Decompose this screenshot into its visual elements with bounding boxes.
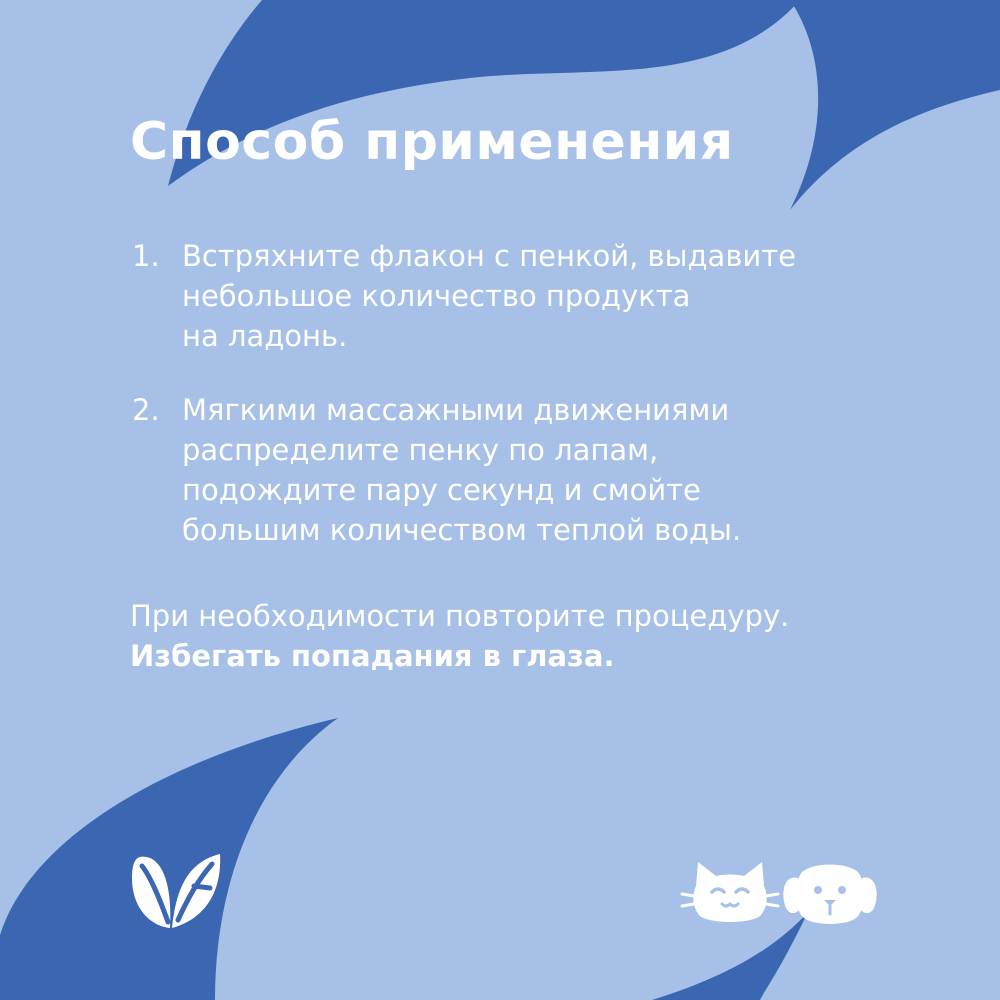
step-number: 1. xyxy=(132,239,160,273)
instruction-steps xyxy=(132,236,892,550)
eye-warning: Избегать попадания в глаза. xyxy=(130,639,615,673)
step-1 xyxy=(132,236,892,356)
page-title: Способ применения xyxy=(130,112,734,172)
top-right-wave xyxy=(790,0,1000,210)
step-line: большим количеством теплой воды. xyxy=(182,513,742,547)
pets-icon-group xyxy=(680,858,880,928)
step-text xyxy=(182,236,796,356)
step-2 xyxy=(132,390,892,550)
usage-note xyxy=(130,596,789,676)
step-line: подождите пару секунд и смойте xyxy=(182,473,701,507)
repeat-note: При необходимости повторите процедуру. xyxy=(130,599,790,633)
step-text xyxy=(182,390,741,550)
step-number: 2. xyxy=(132,393,160,427)
step-line: Встряхните флакон с пенкой, выдавите xyxy=(182,239,796,273)
cat-face-icon xyxy=(682,862,778,922)
step-line: распределите пенку по лапам, xyxy=(182,433,659,467)
step-line: Мягкими массажными движениями xyxy=(182,393,730,427)
leaf-logo-icon xyxy=(128,848,224,932)
dog-face-icon xyxy=(783,865,876,925)
step-line: на ладонь. xyxy=(182,319,348,353)
step-line: небольшое количество продукта xyxy=(182,279,691,313)
